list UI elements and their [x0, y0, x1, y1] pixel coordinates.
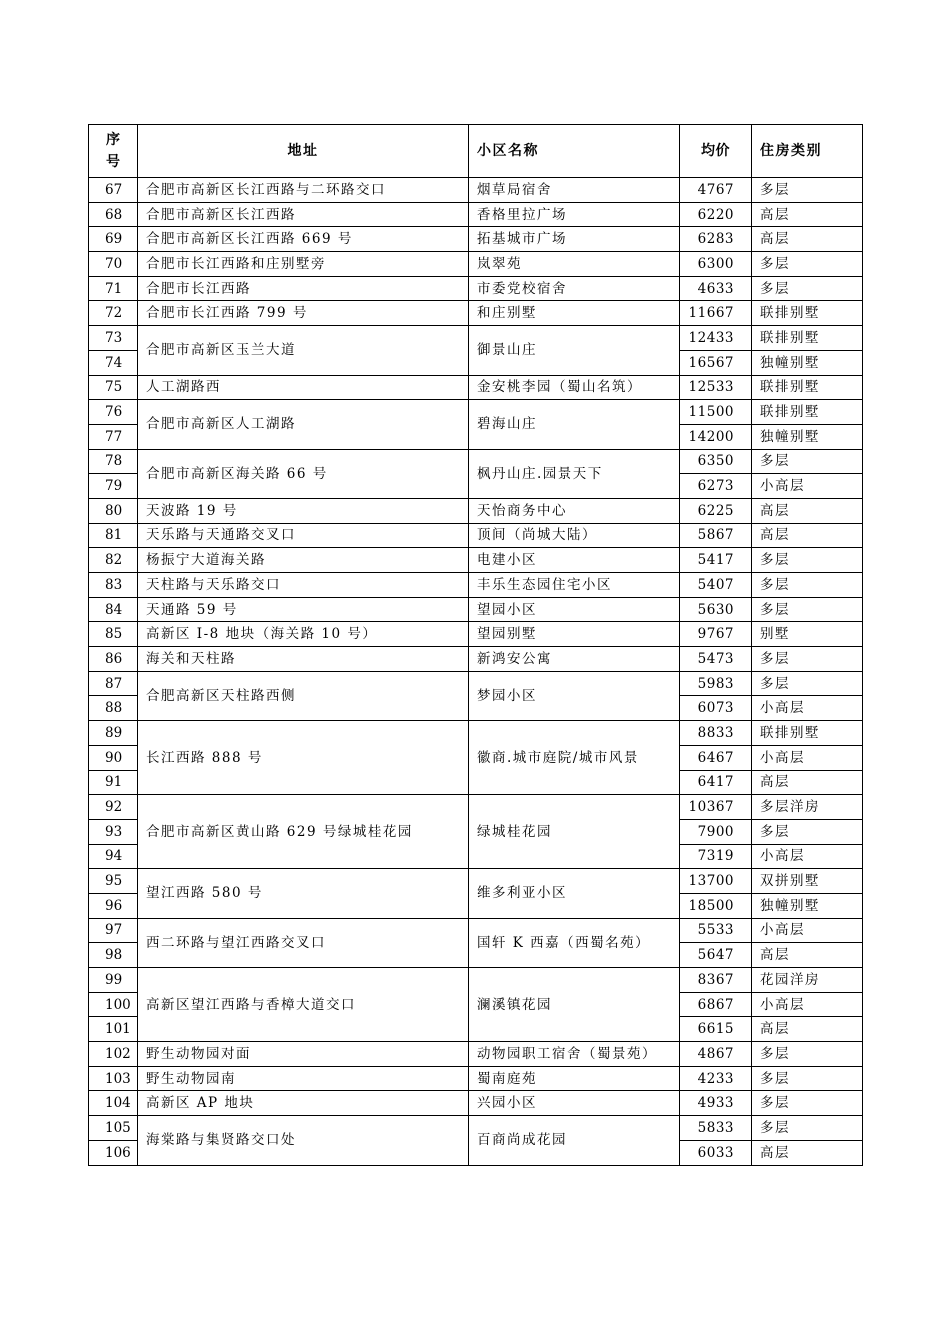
header-price: 均价: [680, 125, 752, 178]
row-type: 联排别墅: [752, 721, 863, 746]
table-row: [89, 523, 863, 548]
row-address: 杨振宁大道海关路: [138, 548, 469, 573]
row-seq: 68: [89, 202, 138, 227]
row-seq: 90: [89, 745, 138, 770]
row-seq: 79: [89, 474, 138, 499]
row-price: 6033: [680, 1140, 752, 1165]
row-seq: 67: [89, 178, 138, 203]
row-seq: 70: [89, 252, 138, 277]
row-community: 香格里拉广场: [469, 202, 680, 227]
row-type: 多层: [752, 1116, 863, 1141]
row-address: 合肥市长江西路和庄别墅旁: [138, 252, 469, 277]
row-type: 联排别墅: [752, 326, 863, 351]
row-community: 碧海山庄: [469, 400, 680, 449]
row-seq: 84: [89, 597, 138, 622]
row-type: 高层: [752, 523, 863, 548]
row-seq: 69: [89, 227, 138, 252]
row-address: 野生动物园南: [138, 1066, 469, 1091]
row-community: 澜溪镇花园: [469, 968, 680, 1042]
table-row: [89, 276, 863, 301]
row-seq: 75: [89, 375, 138, 400]
row-type: 多层: [752, 1042, 863, 1067]
row-address: 天乐路与天通路交叉口: [138, 523, 469, 548]
row-price: 6350: [680, 449, 752, 474]
row-seq: 100: [89, 992, 138, 1017]
table-row: [89, 795, 863, 820]
row-seq: 94: [89, 844, 138, 869]
row-seq: 95: [89, 869, 138, 894]
row-seq: 103: [89, 1066, 138, 1091]
row-community: 拓基城市广场: [469, 227, 680, 252]
row-address: 合肥市长江西路 799 号: [138, 301, 469, 326]
row-price: 11500: [680, 400, 752, 425]
row-price: 6073: [680, 696, 752, 721]
row-price: 6300: [680, 252, 752, 277]
table-body: [89, 178, 863, 1166]
row-type: 多层: [752, 819, 863, 844]
row-seq: 81: [89, 523, 138, 548]
header-seq-line2: 号: [106, 154, 120, 170]
row-price: 6220: [680, 202, 752, 227]
row-type: 多层: [752, 178, 863, 203]
row-type: 别墅: [752, 622, 863, 647]
row-type: 高层: [752, 943, 863, 968]
row-seq: 76: [89, 400, 138, 425]
row-seq: 105: [89, 1116, 138, 1141]
row-community: 蜀南庭苑: [469, 1066, 680, 1091]
row-community: 绿城桂花园: [469, 795, 680, 869]
row-community: 新鸿安公寓: [469, 647, 680, 672]
row-seq: 104: [89, 1091, 138, 1116]
row-seq: 86: [89, 647, 138, 672]
row-address: 高新区 AP 地块: [138, 1091, 469, 1116]
row-address: 天波路 19 号: [138, 498, 469, 523]
row-type: 多层: [752, 1091, 863, 1116]
row-address: 合肥市高新区海关路 66 号: [138, 449, 469, 498]
row-type: 联排别墅: [752, 301, 863, 326]
header-seq: [89, 125, 138, 178]
row-seq: 78: [89, 449, 138, 474]
row-type: 联排别墅: [752, 375, 863, 400]
row-price: 6417: [680, 770, 752, 795]
table-row: [89, 622, 863, 647]
row-price: 5647: [680, 943, 752, 968]
row-type: 小高层: [752, 918, 863, 943]
row-community: 顶间（尚城大陆）: [469, 523, 680, 548]
row-community: 丰乐生态园住宅小区: [469, 573, 680, 598]
row-address: 人工湖路西: [138, 375, 469, 400]
row-price: 4767: [680, 178, 752, 203]
row-price: 4867: [680, 1042, 752, 1067]
row-community: 国轩 K 西嘉（西蜀名苑）: [469, 918, 680, 967]
row-community: 望园别墅: [469, 622, 680, 647]
row-address: 天柱路与天乐路交口: [138, 573, 469, 598]
row-seq: 80: [89, 498, 138, 523]
row-type: 高层: [752, 770, 863, 795]
row-type: 独幢别墅: [752, 350, 863, 375]
table-row: [89, 671, 863, 696]
row-community: 百商尚成花园: [469, 1116, 680, 1165]
table-row: [89, 449, 863, 474]
table-row: [89, 1091, 863, 1116]
table-row: [89, 498, 863, 523]
row-type: 多层: [752, 671, 863, 696]
row-type: 高层: [752, 498, 863, 523]
row-community: 徽商.城市庭院/城市风景: [469, 721, 680, 795]
row-type: 小高层: [752, 745, 863, 770]
row-price: 11667: [680, 301, 752, 326]
header-seq-line1: 序: [106, 132, 120, 148]
row-price: 14200: [680, 424, 752, 449]
row-seq: 101: [89, 1017, 138, 1042]
header-address: 地址: [138, 125, 469, 178]
row-seq: 88: [89, 696, 138, 721]
row-price: 5867: [680, 523, 752, 548]
row-address: 西二环路与望江西路交叉口: [138, 918, 469, 967]
row-community: 烟草局宿舍: [469, 178, 680, 203]
row-type: 小高层: [752, 844, 863, 869]
table-row: [89, 1116, 863, 1141]
row-community: 市委党校宿舍: [469, 276, 680, 301]
row-address: 高新区 I-8 地块（海关路 10 号）: [138, 622, 469, 647]
row-address: 高新区望江西路与香樟大道交口: [138, 968, 469, 1042]
row-address: 合肥市高新区长江西路 669 号: [138, 227, 469, 252]
row-price: 5533: [680, 918, 752, 943]
table-row: [89, 548, 863, 573]
row-price: 5473: [680, 647, 752, 672]
table-row: [89, 202, 863, 227]
row-address: 合肥市长江西路: [138, 276, 469, 301]
row-community: 望园小区: [469, 597, 680, 622]
row-price: 18500: [680, 893, 752, 918]
row-address: 合肥市高新区人工湖路: [138, 400, 469, 449]
row-seq: 106: [89, 1140, 138, 1165]
row-price: 5833: [680, 1116, 752, 1141]
table-row: [89, 400, 863, 425]
row-price: 13700: [680, 869, 752, 894]
table-row: [89, 375, 863, 400]
row-type: 独幢别墅: [752, 893, 863, 918]
row-price: 12533: [680, 375, 752, 400]
table-row: [89, 301, 863, 326]
row-price: 6273: [680, 474, 752, 499]
table-row: [89, 227, 863, 252]
row-type: 小高层: [752, 474, 863, 499]
row-price: 4633: [680, 276, 752, 301]
row-seq: 99: [89, 968, 138, 993]
row-price: 10367: [680, 795, 752, 820]
table-row: [89, 647, 863, 672]
row-type: 高层: [752, 1140, 863, 1165]
row-seq: 92: [89, 795, 138, 820]
row-type: 多层: [752, 573, 863, 598]
row-price: 7319: [680, 844, 752, 869]
row-address: 野生动物园对面: [138, 1042, 469, 1067]
row-type: 小高层: [752, 992, 863, 1017]
row-community: 兴园小区: [469, 1091, 680, 1116]
row-community: 枫丹山庄.园景天下: [469, 449, 680, 498]
row-seq: 102: [89, 1042, 138, 1067]
row-type: 多层: [752, 252, 863, 277]
row-community: 岚翠苑: [469, 252, 680, 277]
row-price: 9767: [680, 622, 752, 647]
row-seq: 91: [89, 770, 138, 795]
row-community: 维多利亚小区: [469, 869, 680, 918]
row-price: 5983: [680, 671, 752, 696]
row-type: 多层: [752, 276, 863, 301]
row-price: 16567: [680, 350, 752, 375]
row-community: 御景山庄: [469, 326, 680, 375]
row-type: 高层: [752, 1017, 863, 1042]
row-community: 和庄别墅: [469, 301, 680, 326]
row-type: 多层: [752, 597, 863, 622]
row-address: 海棠路与集贤路交口处: [138, 1116, 469, 1165]
row-seq: 82: [89, 548, 138, 573]
row-seq: 97: [89, 918, 138, 943]
row-price: 6283: [680, 227, 752, 252]
table-row: [89, 869, 863, 894]
row-price: 12433: [680, 326, 752, 351]
row-type: 多层: [752, 449, 863, 474]
row-community: 天怡商务中心: [469, 498, 680, 523]
row-price: 7900: [680, 819, 752, 844]
row-seq: 87: [89, 671, 138, 696]
row-seq: 89: [89, 721, 138, 746]
table-row: [89, 1042, 863, 1067]
table-row: [89, 597, 863, 622]
header-community: 小区名称: [469, 125, 680, 178]
row-seq: 93: [89, 819, 138, 844]
row-address: 海关和天柱路: [138, 647, 469, 672]
row-address: 合肥市高新区玉兰大道: [138, 326, 469, 375]
row-type: 多层: [752, 548, 863, 573]
row-type: 高层: [752, 202, 863, 227]
table-row: [89, 326, 863, 351]
row-seq: 72: [89, 301, 138, 326]
housing-price-table: [88, 124, 863, 1166]
row-price: 6867: [680, 992, 752, 1017]
row-type: 小高层: [752, 696, 863, 721]
row-address: 天通路 59 号: [138, 597, 469, 622]
table-row: [89, 252, 863, 277]
row-address: 合肥市高新区黄山路 629 号绿城桂花园: [138, 795, 469, 869]
row-price: 4233: [680, 1066, 752, 1091]
row-seq: 85: [89, 622, 138, 647]
row-seq: 83: [89, 573, 138, 598]
header-type: 住房类别: [752, 125, 863, 178]
row-seq: 74: [89, 350, 138, 375]
row-type: 花园洋房: [752, 968, 863, 993]
table-row: [89, 1066, 863, 1091]
row-address: 合肥高新区天柱路西侧: [138, 671, 469, 720]
row-address: 长江西路 888 号: [138, 721, 469, 795]
row-seq: 73: [89, 326, 138, 351]
row-price: 4933: [680, 1091, 752, 1116]
row-seq: 71: [89, 276, 138, 301]
row-type: 联排别墅: [752, 400, 863, 425]
row-community: 动物园职工宿舍（蜀景苑）: [469, 1042, 680, 1067]
row-price: 6467: [680, 745, 752, 770]
row-type: 高层: [752, 227, 863, 252]
row-price: 5630: [680, 597, 752, 622]
row-price: 6615: [680, 1017, 752, 1042]
table-row: [89, 178, 863, 203]
row-community: 梦园小区: [469, 671, 680, 720]
row-address: 合肥市高新区长江西路与二环路交口: [138, 178, 469, 203]
table-row: [89, 918, 863, 943]
row-seq: 77: [89, 424, 138, 449]
row-type: 多层: [752, 647, 863, 672]
row-type: 多层: [752, 1066, 863, 1091]
row-type: 双拼别墅: [752, 869, 863, 894]
row-price: 6225: [680, 498, 752, 523]
row-price: 5417: [680, 548, 752, 573]
row-address: 合肥市高新区长江西路: [138, 202, 469, 227]
table-row: [89, 573, 863, 598]
row-community: 金安桃李园（蜀山名筑）: [469, 375, 680, 400]
row-price: 8833: [680, 721, 752, 746]
row-type: 多层洋房: [752, 795, 863, 820]
table-row: [89, 721, 863, 746]
row-type: 独幢别墅: [752, 424, 863, 449]
header-row: [89, 125, 863, 178]
row-seq: 98: [89, 943, 138, 968]
row-community: 电建小区: [469, 548, 680, 573]
row-price: 8367: [680, 968, 752, 993]
table-row: [89, 968, 863, 993]
row-address: 望江西路 580 号: [138, 869, 469, 918]
row-price: 5407: [680, 573, 752, 598]
row-seq: 96: [89, 893, 138, 918]
